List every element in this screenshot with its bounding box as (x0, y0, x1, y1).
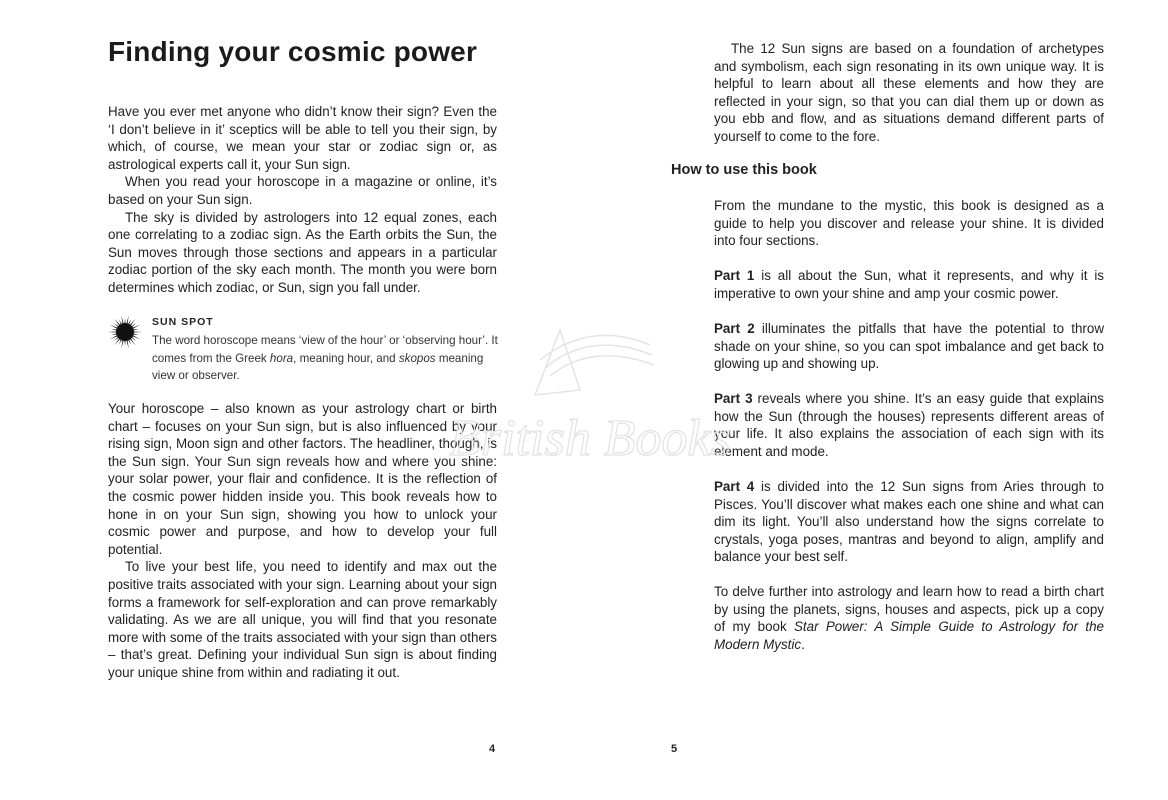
part-4-text: is divided into the 12 Sun signs from Aries through to Pisces. You’ll discover what makes each one shine and what can dim its light. You’ll also understand how the signs correlate to crystals, yoga poses, mantras and beyond to align, amplify and balance your best self. (714, 479, 1104, 565)
part-3-block (714, 390, 1104, 460)
sun-ray (126, 315, 129, 324)
part-2-block (714, 320, 1104, 373)
paragraph-4: Your horoscope – also known as your astrology chart or birth chart – focuses on your Sun sign, but is also influenced by your rising sign, Moon sign and other factors. The headliner, though, is the Sun sign. Your Sun sign reveals how and where you shine: your solar power, your flair and confidence. It is the reflection of the cosmic power hidden inside you. This book reveals how to hone in on your Sun sign, showing you how to unlock your cosmic power and purpose, and how to develop your full potential. (108, 401, 497, 557)
paragraph-2: When you read your horoscope in a magazine or online, it’s based on your Sun sign. (108, 174, 497, 207)
part-3-text: reveals where you shine. It’s an easy guide that explains how the Sun (through the houses) represents different areas of your life. It also explains the association of each sign with its element and mode. (714, 391, 1104, 459)
sun-spot-title: SUN SPOT (152, 316, 214, 328)
page-number-left: 4 (489, 743, 496, 755)
sun-ray (133, 331, 142, 332)
paragraph-5: To live your best life, you need to identify and max out the positive traits associated with your sign. Learning about your sign forms a framework for self-exploration and can prove remarkably validating. As we are all unique, you will find that you resonate more with some of the traits associated with your sign than others – that’s great. Defining your individual Sun sign is about finding your unique shine from within and radiating it out. (108, 559, 497, 680)
usage-intro (714, 197, 1104, 250)
sunburst-icon (108, 315, 142, 349)
sun-ray (126, 340, 129, 349)
usage-paragraph: From the mundane to the mystic, this book is designed as a guide to help you discover and release your shine. It is divided into four sections. (714, 198, 1104, 249)
part-2-label: Part 2 (714, 321, 755, 336)
paragraph-1: Have you ever met anyone who didn’t know their sign? Even the ‘I don’t believe in it’ sceptics will be able to tell you their sign, by which, of course, we mean your star or zodiac sign or, as astrological experts call it, your Sun sign. (108, 104, 497, 172)
watermark-text: British Books (449, 410, 731, 467)
part-4-label: Part 4 (714, 479, 755, 494)
intro-text (108, 103, 497, 297)
intro-paragraph: The 12 Sun signs are based on a foundation of archetypes and symbolism, each sign resonating in its own unique way. It is helpful to learn about all these elements and how they are reflected in your sign, so that you can dial them up or down as you ebb and flow, and as situations demand different parts of yourself to come to the fore. (714, 41, 1104, 144)
part-4-block (714, 478, 1104, 566)
part-1-label: Part 1 (714, 268, 755, 283)
horoscope-text (108, 400, 497, 682)
page-title: Finding your cosmic power (108, 36, 478, 67)
part-1-text: is all about the Sun, what it represents, and why it is imperative to own your shine and amp your cosmic power. (714, 268, 1105, 301)
part-1-block (714, 267, 1104, 302)
page-number-right: 5 (671, 743, 678, 755)
sun-ray (121, 315, 124, 324)
sun-spot-text: The word horoscope means ‘view of the hour’ or ‘observing hour’. It comes from the Greek hora, meaning hour, and skopos meaning view or observer. (152, 334, 498, 383)
sun-ray (108, 331, 117, 332)
closing-text: To delve further into astrology and learn how to read a birth chart by using the planets, signs, houses and aspects, pick up a copy of my book (714, 584, 1104, 635)
paragraph-3: The sky is divided by astrologers into 12 equal zones, each one correlating to a zodiac sign. As the Earth orbits the Sun, the Sun moves through those sections and appears in a particular zodiac portion of the sky each month. The month you were born determines which zodiac, or Sun, sign you fall under. (108, 209, 497, 295)
archetypes-text (714, 40, 1104, 146)
section-heading: How to use this book (671, 162, 817, 178)
closing-block: To delve further into astrology and learn how to read a birth chart by using the planets, signs, houses and aspects, pick up a copy of my book Star Power: A Simple Guide to Astrology for the Modern Mystic. (714, 584, 1105, 652)
part-3-label: Part 3 (714, 391, 753, 406)
right-page (584, 0, 1168, 800)
book-title: Star Power: A Simple Guide to Astrology for the Modern Mystic (714, 619, 1105, 652)
part-2-text: illuminates the pitfalls that have the potential to throw shade on your shine, so you can spot imbalance and get back to glowing up and showing up. (714, 321, 1105, 372)
sun-ray (121, 340, 124, 349)
